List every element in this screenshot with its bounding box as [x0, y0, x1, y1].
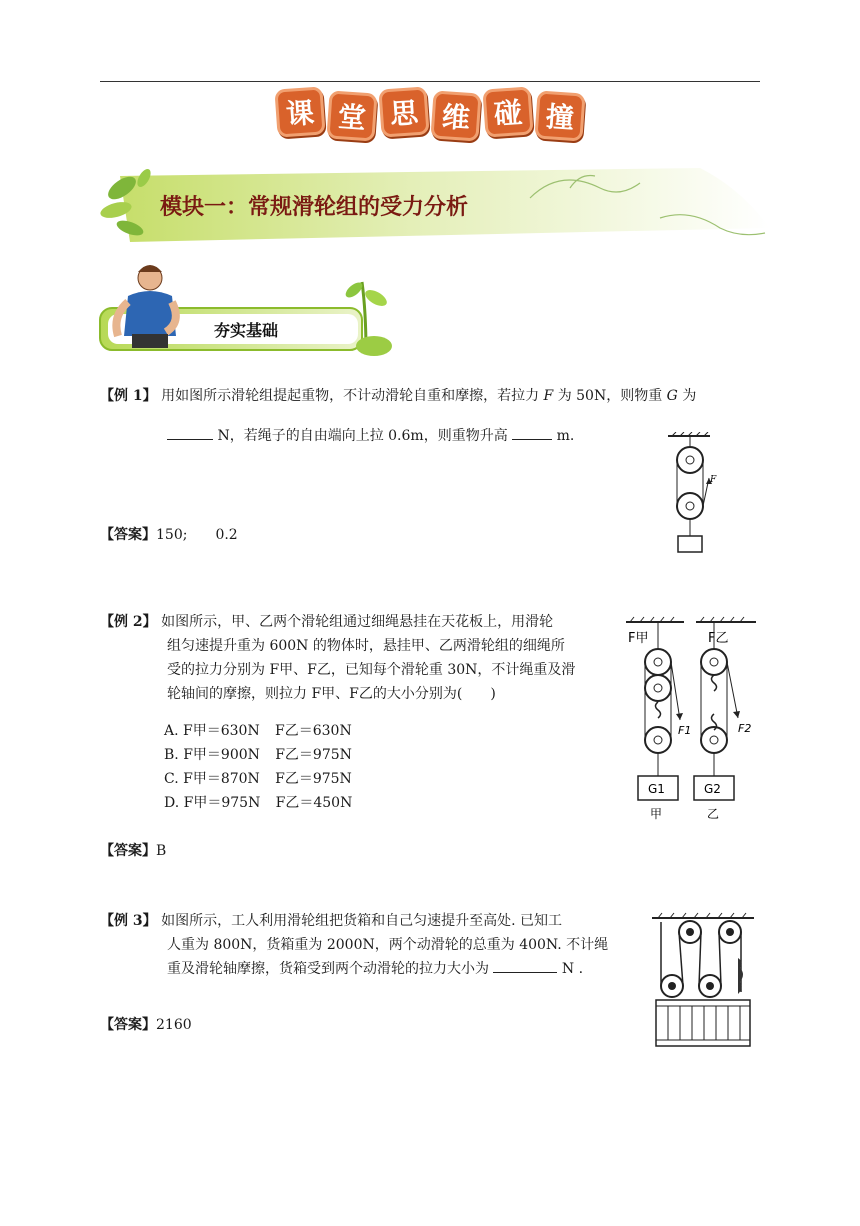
ex1-text: 为 [682, 388, 697, 404]
ex1-line2 [167, 424, 574, 448]
ex1-blank-2[interactable] [512, 425, 552, 440]
ex1-force-label: F [710, 475, 717, 485]
ex1-text: 用如图所示滑轮组提起重物，不计动滑轮自重和摩擦，若拉力 [161, 388, 540, 404]
label-f2: F2 [738, 722, 752, 735]
label-f1: F1 [678, 724, 692, 737]
section-title-badges [276, 88, 584, 136]
ex2-text: 如图所示，甲、乙两个滑轮组通过细绳悬挂在天花板上，用滑轮 [161, 614, 554, 630]
person-icon [116, 265, 176, 348]
title-char: 维 [430, 90, 481, 141]
section-title: 夯实基础 [214, 321, 279, 340]
ex1-pulley-figure [666, 432, 732, 556]
title-char: 撞 [534, 90, 585, 141]
option-d[interactable]: D. F甲＝975N F乙＝450N [164, 795, 353, 811]
ex1-answer-tag: 【答案】 [100, 527, 156, 543]
title-char: 碰 [482, 86, 533, 137]
ex3-tag: 【例 3】 [100, 913, 157, 929]
section-banner [98, 262, 398, 362]
ex1-tag: 【例 1】 [100, 388, 157, 404]
ex2-line1 [100, 610, 553, 634]
option-a[interactable]: A. F甲＝630N F乙＝630N [164, 723, 352, 739]
ex2-answer-text: B [156, 843, 167, 859]
title-char: 思 [378, 86, 429, 137]
ex1-blank-1[interactable] [167, 425, 213, 440]
ex3-answer [100, 1013, 192, 1037]
ex3-text: 如图所示，工人利用滑轮组把货箱和自己匀速提升至高处. 已知工 [161, 913, 562, 929]
ex1-answer-text: 150; 0.2 [156, 527, 238, 543]
ex3-line3: 重及滑轮轴摩擦，货箱受到两个动滑轮的拉力大小为 N . [167, 957, 583, 981]
ex1-var-g: G [666, 388, 678, 404]
ex1-text: m. [556, 428, 575, 444]
ex3-pulley-figure [650, 912, 756, 1052]
module-title: 模块一：常规滑轮组的受力分析 [160, 195, 469, 220]
option-b[interactable]: B. F甲＝900N F乙＝975N [164, 747, 352, 763]
ex3-answer-text: 2160 [156, 1017, 192, 1033]
caption-yi: 乙 [707, 807, 720, 821]
label-g1: G1 [648, 782, 665, 796]
ex3-line1 [100, 909, 562, 933]
ex2-tag: 【例 2】 [100, 614, 157, 630]
ex1-line1 [100, 384, 696, 408]
title-char: 课 [274, 86, 325, 137]
label-f-jia: F甲 [628, 631, 649, 646]
ex3-line2: 人重为 800N，货箱重为 2000N，两个动滑轮的总重为 400N. 不计绳 [167, 937, 609, 953]
ex1-answer [100, 523, 238, 547]
title-char: 堂 [326, 90, 377, 141]
ex1-text: 为 50N，则物重 [557, 388, 663, 404]
ex2-line4: 轮轴间的摩擦，则拉力 F甲、F乙的大小分别为( ) [167, 686, 496, 702]
ex2-answer [100, 839, 166, 863]
caption-jia: 甲 [650, 807, 663, 821]
ex2-pulley-figure [624, 616, 764, 824]
label-g2: G2 [704, 782, 721, 796]
ex3-blank[interactable] [493, 958, 557, 973]
label-f-yi: F乙 [708, 631, 729, 646]
ex2-line2: 组匀速提升重为 600N 的物体时，悬挂甲、乙两滑轮组的细绳所 [167, 638, 565, 654]
ex2-answer-tag: 【答案】 [100, 843, 156, 859]
ex2-line3: 受的拉力分别为 F甲、F乙，已知每个滑轮重 30N，不计绳重及滑 [167, 662, 576, 678]
option-c[interactable]: C. F甲＝870N F乙＝975N [164, 771, 352, 787]
ex3-answer-tag: 【答案】 [100, 1017, 156, 1033]
ex1-text: N，若绳子的自由端向上拉 0.6m，则重物升高 [217, 428, 508, 444]
ex1-var-f: F [543, 388, 554, 404]
header-rule [100, 81, 760, 82]
